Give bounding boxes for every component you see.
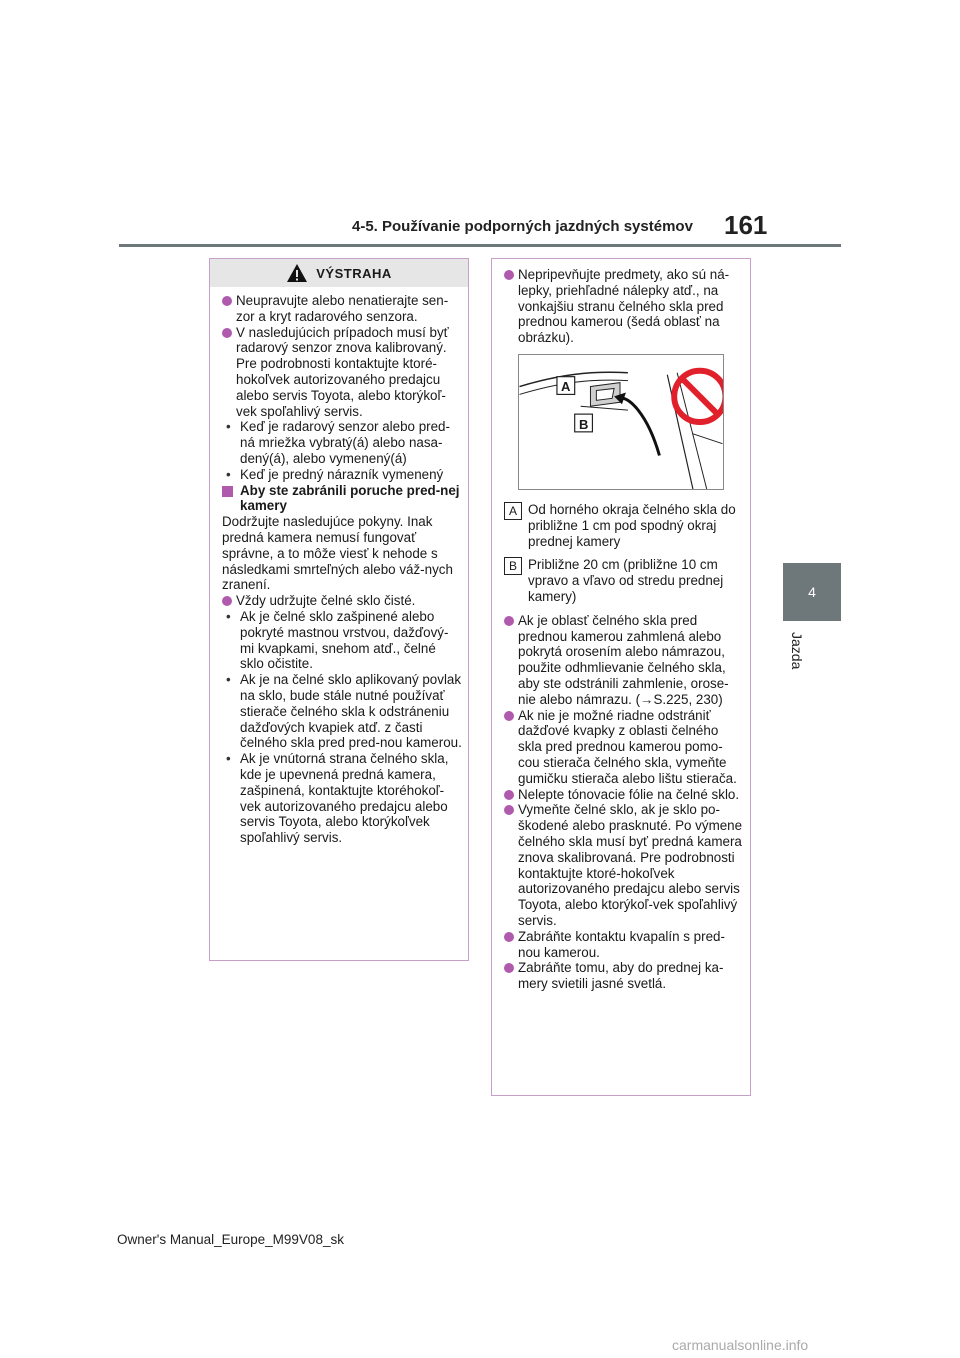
header-rule — [119, 244, 841, 247]
label-a-text: Od horného okraja čelného skla do približne 1 cm pod spodný okraj prednej kamery — [528, 501, 736, 549]
label-a-row — [504, 502, 744, 549]
chapter-tab[interactable] — [783, 563, 841, 621]
label-a-box: A — [504, 502, 522, 520]
section-title: 4-5. Používanie podporných jazdných systémov — [352, 218, 693, 235]
figure-label-b: B — [579, 416, 589, 432]
figure-label-a: A — [561, 378, 571, 394]
windshield-camera-figure — [518, 354, 724, 490]
warning-subitem: • Ak je vnútorná strana čelného skla, kde je upevnená predná kamera, zašpinená, kontaktujte ktoréhokoľ-vek autorizovaného predajcu alebo servis Toyota, alebo ktorýkoľvek spoľahlivý servis. — [222, 751, 462, 846]
warning-box-continued — [491, 258, 751, 1096]
warning-item: Ak je oblasť čelného skla pred prednou kamerou zahmlená alebo pokrytá orosením alebo námrazou, použite odhmlievanie čelného skla, aby ste odstránili zahmlenie, orose-nie alebo námrazu. (→S.225, 230) — [504, 613, 744, 708]
warning-subitem: • Ak je čelné sklo zašpinené alebo pokryté mastnou vrstvou, dažďový-mi kvapkami, snehom atď., čelné sklo očistite. — [222, 609, 462, 672]
chapter-number: 4 — [808, 584, 816, 600]
warning-item: Vymeňte čelné sklo, ak je sklo po-škodené alebo prasknuté. Po výmene čelného skla musí byť predná kamera znova skalibrovaná. Pre podrobnosti kontaktujte ktoré-hokoľvek autorizovaného predajcu alebo servis Toyota, alebo ktorýkoľ-vek spoľahlivý servis. — [504, 802, 744, 928]
warning-header — [210, 259, 468, 287]
warning-triangle-icon — [286, 263, 308, 283]
page-number: 161 — [724, 210, 768, 240]
warning-item: Ak nie je možné riadne odstrániť dažďové kvapky z oblasti čelného skla pred prednou kamerou pomo-cou stierača čelného skla, vymeňte gumičku stierača alebo lištu stierača. — [504, 708, 744, 787]
windshield-illustration — [519, 355, 723, 489]
label-b-text: Približne 20 cm (približne 10 cm vpravo a vľavo od stredu prednej kamery) — [528, 557, 724, 604]
warning-item: Neupravujte alebo nenatierajte sen- zor a kryt radarového senzora. — [222, 293, 462, 325]
footer-text: Owner's Manual_Europe_M99V08_sk — [117, 1232, 344, 1247]
warning-title: VÝSTRAHA — [316, 265, 392, 281]
warning-item: V nasledujúcich prípadoch musí byť radarový senzor znova kalibrovaný. Pre podrobnosti kontaktujte ktoré-hokoľvek autorizovaného predajcu alebo servis Toyota, alebo ktorýkoľ-vek spoľahlivý servis. — [222, 325, 462, 420]
warning-intro: Dodržujte nasledujúce pokyny. Inak predná kamera nemusí fungovať správne, a to môže viesť k nehode s následkami smrteľných alebo váž-nych zranení. — [222, 514, 453, 593]
warning-item: Zabráňte kontaktu kvapalín s pred-nou kamerou. — [504, 929, 744, 961]
warning-heading: Aby ste zabránili poruche pred-nej kamery — [222, 483, 462, 515]
label-b-row — [504, 557, 744, 604]
warning-item: Zabráňte tomu, aby do prednej ka-mery svietili jasné svetlá. — [504, 960, 744, 992]
watermark[interactable]: carmanualsonline.info — [672, 1337, 809, 1353]
warning-box — [209, 258, 469, 961]
warning-subitem: • Keď je predný nárazník vymenený — [222, 467, 462, 483]
warning-item: Nelepte tónovacie fólie na čelné sklo. — [504, 787, 744, 803]
warning-item: Vždy udržujte čelné sklo čisté. — [222, 593, 462, 609]
warning-subitem: • Keď je radarový senzor alebo pred-ná mriežka vybratý(á) alebo nasa-dený(á), alebo vymenený(á) — [222, 419, 462, 466]
label-b-box: B — [504, 557, 522, 575]
chapter-label: Jazda — [789, 632, 805, 670]
warning-item: Nepripevňujte predmety, ako sú ná-lepky, priehľadné nálepky atď., na vonkajšiu stranu čelného skla pred prednou kamerou (šedá oblasť na obrázku). — [504, 267, 744, 346]
warning-subitem: • Ak je na čelné sklo aplikovaný povlak na sklo, bude stále nutné používať stierače čelného skla k odstráneniu dažďových kvapiek atď. z časti čelného skla pred pred-nou kamerou. — [222, 672, 462, 751]
